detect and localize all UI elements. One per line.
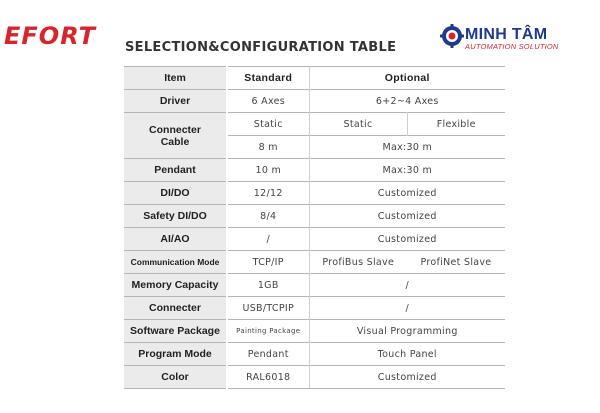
standard-value: 6 Axes — [227, 90, 309, 113]
optional-value: ProfiNet Slave — [407, 251, 505, 274]
header-optional: Optional — [309, 67, 505, 90]
standard-value: Painting Package — [227, 320, 309, 343]
optional-value: 6+2~4 Axes — [309, 90, 505, 113]
table-row — [124, 274, 505, 297]
row-label: AI/AO — [124, 228, 227, 251]
row-label: Software Package — [124, 320, 227, 343]
standard-value: 1GB — [227, 274, 309, 297]
table-row — [124, 90, 505, 113]
table-row — [124, 205, 505, 228]
table-row — [124, 320, 505, 343]
row-label: Safety DI/DO — [124, 205, 227, 228]
table-row — [124, 113, 505, 136]
optional-value: / — [309, 274, 505, 297]
efort-logo: EFORT — [4, 22, 96, 50]
optional-value: Customized — [309, 205, 505, 228]
optional-value: Customized — [309, 228, 505, 251]
row-label: Connecter Cable — [124, 113, 227, 159]
table-row — [124, 228, 505, 251]
header-standard: Standard — [227, 67, 309, 90]
table-row — [124, 182, 505, 205]
optional-value: Visual Programming — [309, 320, 505, 343]
table-row — [124, 159, 505, 182]
row-label: Program Mode — [124, 343, 227, 366]
table-header-row — [124, 67, 505, 90]
standard-value: 8 m — [227, 136, 309, 159]
row-label: Driver — [124, 90, 227, 113]
optional-value: Static — [309, 113, 407, 136]
optional-value: / — [309, 297, 505, 320]
standard-value: 12/12 — [227, 182, 309, 205]
page-title: SELECTION&CONFIGURATION TABLE — [125, 40, 397, 55]
table-row — [124, 343, 505, 366]
standard-value: RAL6018 — [227, 366, 309, 389]
optional-value: ProfiBus Slave — [309, 251, 407, 274]
row-label: Memory Capacity — [124, 274, 227, 297]
row-label: Pendant — [124, 159, 227, 182]
row-label: Connecter — [124, 297, 227, 320]
standard-value: USB/TCPIP — [227, 297, 309, 320]
optional-value: Touch Panel — [309, 343, 505, 366]
row-label: DI/DO — [124, 182, 227, 205]
header-item: Item — [124, 67, 227, 90]
partner-logo-name: MINH TÂM — [465, 26, 548, 43]
standard-value: 8/4 — [227, 205, 309, 228]
partner-logo-subtitle: AUTOMATION SOLUTION — [465, 42, 559, 51]
standard-value: 10 m — [227, 159, 309, 182]
table-row — [124, 366, 505, 389]
table-row — [124, 297, 505, 320]
standard-value: TCP/IP — [227, 251, 309, 274]
standard-value: / — [227, 228, 309, 251]
row-label: Color — [124, 366, 227, 389]
optional-value: Max:30 m — [309, 136, 505, 159]
optional-value: Max:30 m — [309, 159, 505, 182]
gear-logo-icon — [440, 24, 464, 48]
standard-value: Pendant — [227, 343, 309, 366]
optional-value: Customized — [309, 366, 505, 389]
table-row — [124, 251, 505, 274]
optional-value: Flexible — [407, 113, 505, 136]
row-label: Communication Mode — [124, 251, 227, 274]
standard-value: Static — [227, 113, 309, 136]
selection-configuration-table — [124, 66, 505, 389]
optional-value: Customized — [309, 182, 505, 205]
